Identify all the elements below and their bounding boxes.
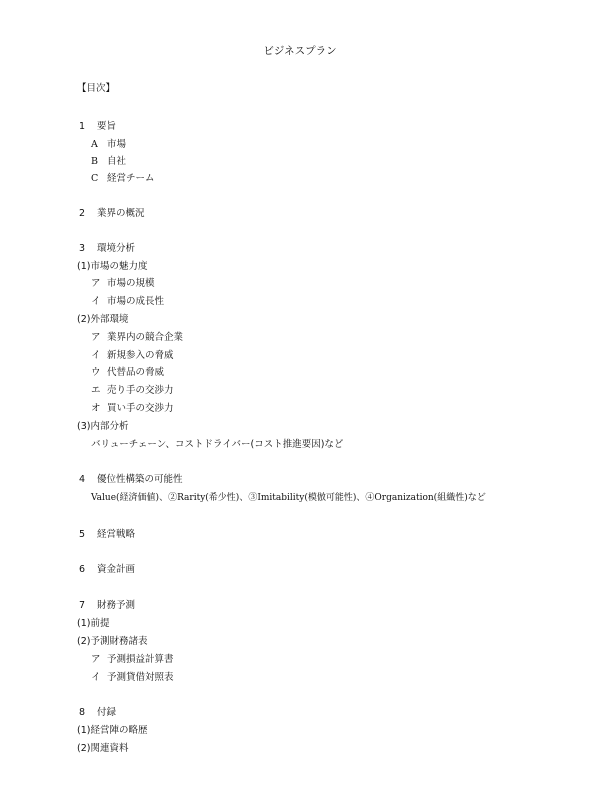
subsection: (3)内部分析 bbox=[77, 421, 129, 432]
subitem-label: 市場 bbox=[107, 139, 127, 150]
section-number: 3 bbox=[79, 243, 86, 254]
subitem-label: 自社 bbox=[107, 156, 127, 167]
section-number: 6 bbox=[79, 564, 86, 575]
section-6 bbox=[79, 564, 135, 576]
subitem-label: 代替品の脅威 bbox=[107, 367, 165, 378]
subitem-label: 売り手の交渉力 bbox=[107, 385, 174, 396]
section-5 bbox=[79, 529, 135, 541]
subsection: (1)前提 bbox=[77, 618, 110, 629]
section-8 bbox=[79, 707, 116, 719]
subitem-kana: ア bbox=[91, 278, 101, 289]
subitem-kana: イ bbox=[91, 350, 101, 361]
section-number: 2 bbox=[79, 208, 86, 219]
subitem-c bbox=[91, 173, 155, 185]
subitem bbox=[91, 403, 174, 415]
subitem bbox=[91, 278, 155, 290]
section-number: 7 bbox=[79, 600, 86, 611]
subitem-label: 買い手の交渉力 bbox=[107, 403, 174, 414]
subsection: (2)外部環境 bbox=[77, 314, 129, 325]
subitem bbox=[91, 672, 174, 684]
subitem-kana: ア bbox=[91, 654, 101, 665]
detail-text: バリューチェーン、コストドライバー(コスト推進要因)など bbox=[91, 439, 344, 450]
subitem-kana: イ bbox=[91, 296, 101, 307]
subsection: (1)経営陣の略歴 bbox=[77, 725, 148, 736]
subitem bbox=[91, 654, 174, 666]
subitem bbox=[91, 367, 164, 379]
subitem-kana: イ bbox=[91, 672, 101, 683]
toc-heading: 【目次】 bbox=[77, 83, 116, 94]
section-number: 8 bbox=[79, 707, 86, 718]
section-label: 経営戦略 bbox=[97, 529, 136, 540]
section-number: 1 bbox=[79, 121, 86, 132]
subitem-label: 予測貸借対照表 bbox=[107, 672, 174, 683]
section-number: 5 bbox=[79, 529, 86, 540]
section-3 bbox=[79, 243, 135, 255]
section-label: 財務予測 bbox=[97, 600, 136, 611]
section-label: 資金計画 bbox=[97, 564, 136, 575]
section-2 bbox=[79, 208, 145, 220]
subitem-kana: ア bbox=[91, 332, 101, 343]
section-label: 優位性構築の可能性 bbox=[97, 474, 183, 485]
subitem-label: 市場の規模 bbox=[107, 278, 155, 289]
subitem-kana: エ bbox=[91, 385, 101, 396]
subitem-label: 業界内の競合企業 bbox=[107, 332, 184, 343]
section-7 bbox=[79, 600, 135, 612]
subitem-letter: B bbox=[91, 156, 98, 167]
subitem-letter: C bbox=[91, 173, 99, 184]
subitem bbox=[91, 350, 174, 362]
subsection: (1)市場の魅力度 bbox=[77, 261, 148, 272]
section-label: 環境分析 bbox=[97, 243, 136, 254]
section-4 bbox=[79, 474, 183, 486]
subitem-label: 予測損益計算書 bbox=[107, 654, 174, 665]
subitem bbox=[91, 332, 183, 344]
subitem-label: 新規参入の脅威 bbox=[107, 350, 174, 361]
subsection: (2)関連資料 bbox=[77, 743, 129, 754]
section-1 bbox=[79, 121, 116, 133]
section-label: 要旨 bbox=[97, 121, 117, 132]
section-label: 業界の概況 bbox=[97, 208, 145, 219]
detail-text: Value(経済価値)、②Rarity(希少性)、③Imitability(模倣可能性)、④Organization(組織性)など bbox=[91, 493, 486, 503]
subitem-label: 経営チーム bbox=[107, 173, 155, 184]
subitem-kana: オ bbox=[91, 403, 101, 414]
section-label: 付録 bbox=[97, 707, 117, 718]
subitem-label: 市場の成長性 bbox=[107, 296, 165, 307]
subitem bbox=[91, 385, 174, 397]
subitem-letter: A bbox=[91, 139, 98, 150]
document-title: ビジネスプラン bbox=[263, 45, 337, 57]
section-number: 4 bbox=[79, 474, 86, 485]
subsection: (2)予測財務諸表 bbox=[77, 636, 148, 647]
subitem bbox=[91, 296, 164, 308]
subitem-kana: ウ bbox=[91, 367, 101, 378]
subitem-a bbox=[91, 139, 126, 151]
subitem-b bbox=[91, 156, 126, 168]
